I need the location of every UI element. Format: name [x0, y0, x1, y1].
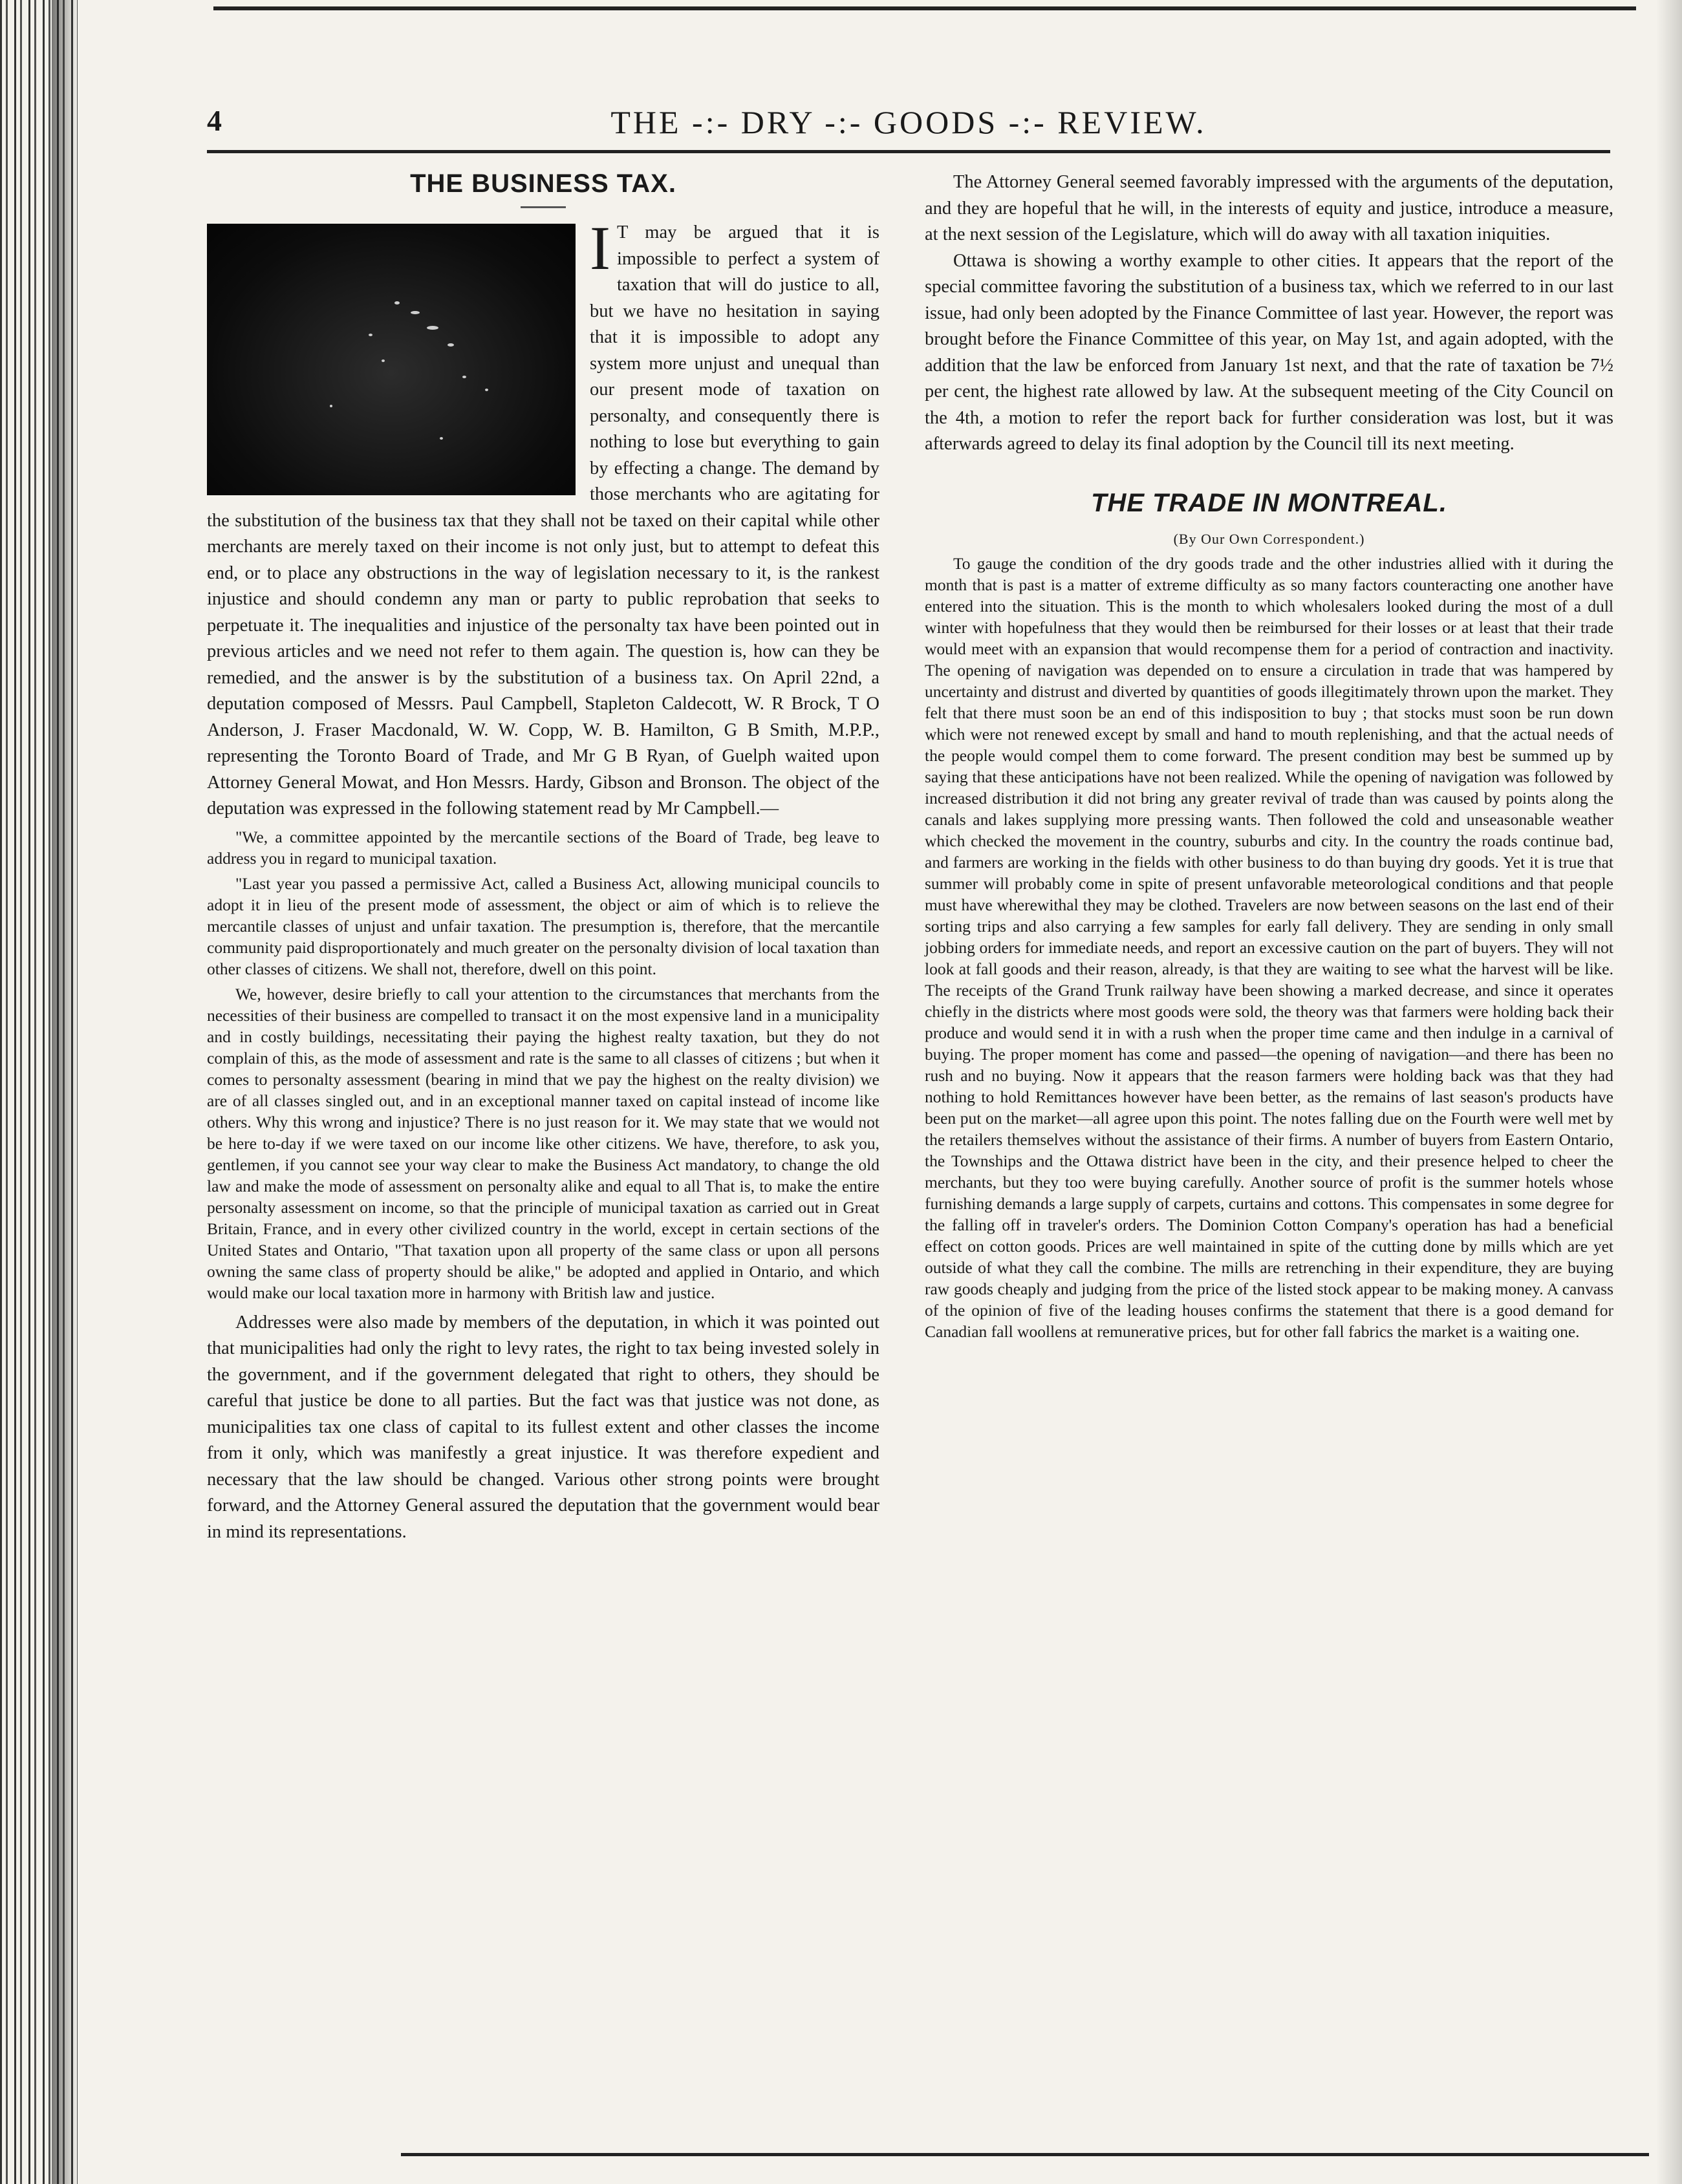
- business-tax-title: THE BUSINESS TAX.: [410, 169, 676, 198]
- intro-block: [207, 213, 879, 822]
- continuation-paragraph-1: The Attorney General seemed favorably impressed with the arguments of the deputation, and they are hopeful that he will, in the interests of equity and justice, introduce a measure, at the next session of the Legislature, which will do away with all taxation iniquities.: [925, 172, 1613, 244]
- title-divider: [521, 206, 566, 208]
- scan-binding-edge: [0, 0, 78, 2184]
- byline: (By Our Own Correspondent.): [1173, 530, 1365, 547]
- trade-montreal-title: THE TRADE IN MONTREAL.: [1091, 488, 1447, 517]
- quote-paragraph-1: "We, a committee appointed by the mercantile sections of the Board of Trade, beg leave to address you in regard to municipal taxation.: [207, 827, 879, 868]
- header-rule: [207, 150, 1610, 153]
- page-number: 4: [207, 104, 222, 137]
- article-photo: [207, 224, 576, 495]
- bottom-scan-rule: [401, 2153, 1649, 2156]
- closing-paragraph: Addresses were also made by members of the deputation, in which it was pointed out that municipalities had only the right to levy rates, the right to tax being invested solely in the government, and if the government delegated that right to others, they should be careful that justice be done to all parties. But the fact was that justice was not done, as municipalities tax one class of capital to its fullest extent and other classes the income from it only, which was manifestly a great injustice. It was therefore expedient and necessary that the law should be changed. Various other strong points were brought forward, and the Attorney General assured the deputation that the government would bear in mind its representations.: [207, 1312, 879, 1542]
- drop-cap: I: [590, 213, 610, 283]
- right-column: [925, 169, 1613, 1342]
- quote-paragraph-2: "Last year you passed a permissive Act, called a Business Act, allowing municipal councils to adopt it in lieu of the present mode of assessment, the object or aim of which is to relieve the mercantile classes of unjust and unfair taxation. The presumption is, therefore, that the mercantile community paid disproportionately and much greater on the personalty division of local taxation than other classes of citizens. We shall not, therefore, dwell on this point.: [207, 873, 879, 978]
- scan-right-edge: [1656, 0, 1682, 2184]
- intro-paragraph: T may be argued that it is impossible to perfect a system of taxation that will do justice to all, but we have no hesitation in saying that it is impossible to adopt any system more unjust and unequal than our present mode of taxation on personalty, and consequently there is nothing to lose but everything to gain by effecting a change. The demand by those merchants who are agitating for the substitution of the business tax that they shall not be taxed on their capital while other merchants are merely taxed on their income is not only just, but to attempt to defeat this end, or to place any obstructions in the way of legislation necessary to it, is the rankest injustice and should condemn any man or party to public reprobation that seeks to perpetuate it. The inequalities and injustice of the personalty tax have been pointed out in previous articles and we need not refer to them again. The question is, how can they be remedied, and the answer is by the substitution of a business tax. On April 22nd, a deputation composed of Messrs. Paul Campbell, Stapleton Caldecott, W. R Brock, T O Anderson, J. Fraser Macdonald, W. W. Copp, W. B. Hamilton, G B Smith, M.P.P., representing the Toronto Board of Trade, and Mr G B Ryan, of Guelph waited upon Attorney General Mowat, and Hon Messrs. Hardy, Gibson and Bronson. The object of the deputation was expressed in the following statement read by Mr Campbell.—: [207, 222, 879, 819]
- montreal-paragraph: To gauge the condition of the dry goods trade and the other industries allied with it during the month that is past is a matter of extreme difficulty as so many factors counteracting one another have entered into the situation. This is the month to which wholesalers looked during the most of a dull winter with hopefulness that they would then be reimbursed for their losses or at least that their trade would meet with an expansion that would recompense them for a period of contraction and inactivity. The opening of navigation was depended on to ensure a circulation in trade that was hampered by uncertainty and distrust and diverted by quantities of goods illegitimately thrown upon the market. They felt that there must soon be an end of this indisposition to buy ; that stocks must soon be run down which were not renewed except by small and hand to mouth replenishing, and that the actual needs of the people would compel them to come forward. The present condition may best be summed up by saying that these anticipations have not been realized. While the opening of navigation was followed by increased distribution it did not bring any greater revival of trade than was caused by points along the canals and lakes supplying more pressing wants. Then followed the cold and unseasonable weather which checked the movement in the country, suburbs and city. In the country the roads continue bad, and farmers are working in the fields with other business to do than buying dry goods. Yet it is true that summer will probably come in spite of present unfavorable meteorological conditions and that people must have wherewithal they may be clothed. Travelers are now between seasons on the last end of their sorting trips and also carrying a few samples for early fall delivery. They are sending in only small jobbing orders for immediate needs, and report an excessive caution on the part of buyers. They will not look at fall goods and their reason, already, is that they are waiting to see what the harvest will be like. The receipts of the Grand Trunk railway have been showing a marked decrease, and since it operates chiefly in the districts where most goods were sold, the theory was that farmers were holding back their produce and would send it in with a rush when the proper time came and then indulge in a carnival of buying. The proper moment has come and passed—the opening of navigation—and there has been no rush and no buying. Now it appears that the reason farmers were holding back was that they had nothing to hold Remittances however have been better, as the remains of last season's products have been put on the market—all agree upon this point. The notes falling due on the Fourth were well met by the retailers themselves without the assistance of their firms. A number of buyers from Eastern Ontario, the Townships and the Ottawa district have been in the city, and their presence helped to cheer the merchants, but they too were buying carefully. Another source of profit is the summer hotels whose furnishing demands a large supply of carpets, curtains and cottons. This compensates in some degree for the falling off in traveler's orders. The Dominion Cotton Company's operation has had a beneficial effect on cotton goods. Prices are well maintained in spite of the cutting done by mills which are yet outside of what they call the combine. The mills are retrenching in their expenditure, they are buying raw goods cheaply and judging from the price of the listed stock appear to be making money. A canvass of the opinion of five of the leading houses confirms the statement that there is a good demand for Canadian fall woollens at remunerative prices, but for other fall fabrics the market is a waiting one.: [925, 553, 1613, 1341]
- left-column: [207, 169, 879, 1545]
- quote-paragraph-3: We, however, desire briefly to call your attention to the circumstances that merchants from the necessities of their business are compelled to transact it on the most expensive land in a municipality and in costly buildings, necessitating their paying the highest realty taxation, but they do not complain of this, as the mode of assessment and rate is the same to all classes of citizens ; but when it comes to personalty assessment (bearing in mind that we pay the highest on the realty division) we are of all classes singled out, and in an exceptional manner taxed on capital instead of income like others. Why this wrong and injustice? There is no just reason for it. We may state that we would not be here to-day if we were taxed on our income like other citizens. We have, therefore, to ask you, gentlemen, if you cannot see your way clear to make the Business Act mandatory, to change the old law and make the mode of assessment on personalty alike and equal to all That is, to make the entire personalty assessment on income, so that the principle of municipal taxation as carried out in Great Britain, France, and in every other civilized country in the world, except in certain sections of the United States and Ontario, "That taxation upon all property of the same class or upon all persons owning the same class of property should be alike," be adopted and applied in Ontario, and which would make our local taxation more in harmony with British law and justice.: [207, 984, 879, 1302]
- page-header: [207, 103, 1610, 142]
- top-scan-rule: [213, 6, 1636, 10]
- continuation-paragraph-2: Ottawa is showing a worthy example to other cities. It appears that the report of the special committee favoring the substitution of a business tax, which we referred to in our last issue, had only been adopted by the Finance Committee of last year. However, the report was brought before the Finance Committee of this year, on May 1st, and again adopted, with the addition that the law be enforced from January 1st next, and that the rate of taxation be 7½ per cent, the highest rate allowed by law. At the subsequent meeting of the City Council on the 4th, a motion to refer the report back for further consideration was lost, but it was afterwards agreed to delay its final adoption by the Council till its next meeting.: [925, 250, 1613, 454]
- masthead: THE -:- DRY -:- GOODS -:- REVIEW.: [610, 104, 1207, 140]
